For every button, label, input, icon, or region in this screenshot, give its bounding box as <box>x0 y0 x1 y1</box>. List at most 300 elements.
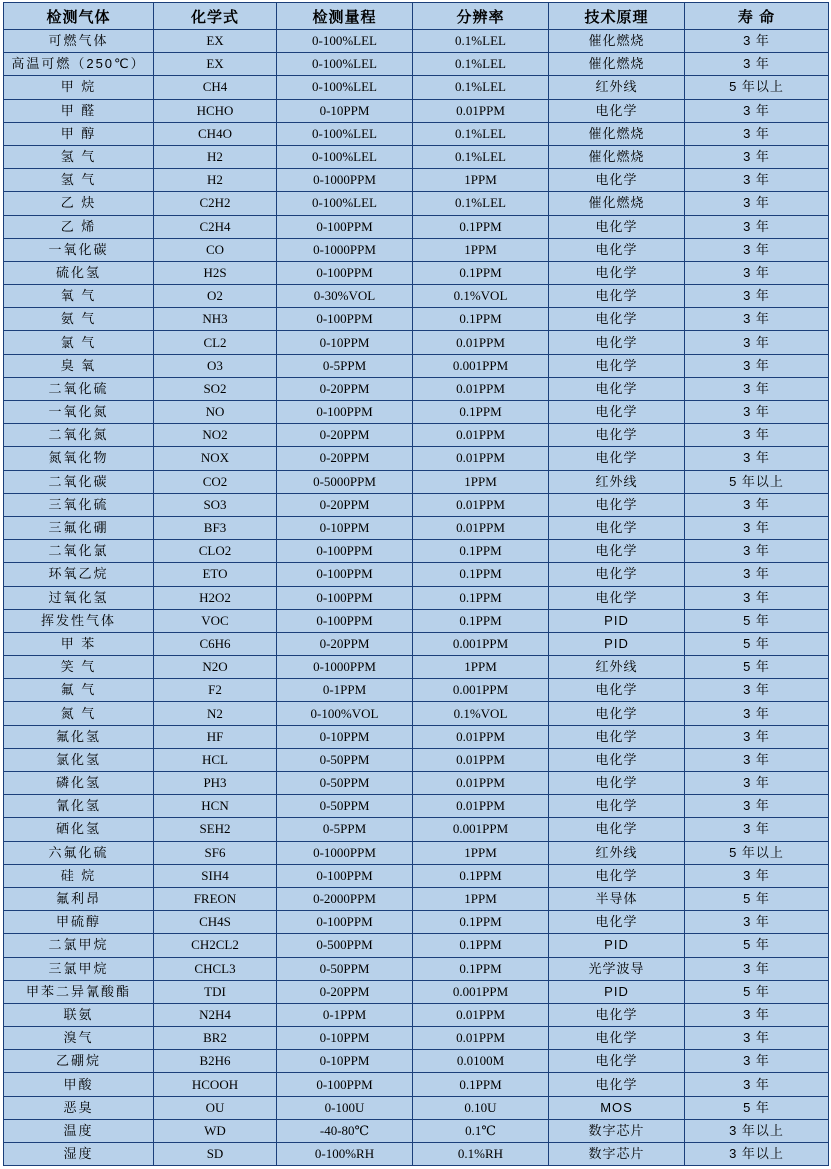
cell-principle: 红外线 <box>549 841 685 864</box>
cell-life: 3 年 <box>685 1073 829 1096</box>
table-row <box>4 1073 829 1096</box>
cell-gas-name: 可燃气体 <box>4 30 154 53</box>
cell-formula: N2H4 <box>154 1003 277 1026</box>
cell-gas-name: 乙硼烷 <box>4 1050 154 1073</box>
cell-formula: SO2 <box>154 377 277 400</box>
cell-gas-name: 磷化氢 <box>4 772 154 795</box>
cell-resolution: 0.1%LEL <box>413 122 549 145</box>
cell-gas-name: 硅 烷 <box>4 864 154 887</box>
column-header-principle: 技术原理 <box>549 3 685 30</box>
cell-life: 3 年 <box>685 493 829 516</box>
table-row <box>4 1119 829 1142</box>
cell-range: 0-100PPM <box>277 261 413 284</box>
table-row <box>4 702 829 725</box>
cell-range: 0-100PPM <box>277 609 413 632</box>
cell-gas-name: 乙 烯 <box>4 215 154 238</box>
table-header <box>4 3 829 30</box>
cell-gas-name: 二氧化硫 <box>4 377 154 400</box>
cell-gas-name: 甲 醇 <box>4 122 154 145</box>
cell-formula: F2 <box>154 679 277 702</box>
cell-resolution: 0.1PPM <box>413 215 549 238</box>
cell-formula: PH3 <box>154 772 277 795</box>
cell-life: 3 年 <box>685 30 829 53</box>
cell-range: 0-100PPM <box>277 911 413 934</box>
table-row <box>4 238 829 261</box>
cell-life: 3 年 <box>685 424 829 447</box>
cell-resolution: 0.1PPM <box>413 563 549 586</box>
cell-range: 0-100%LEL <box>277 53 413 76</box>
table-row <box>4 1027 829 1050</box>
cell-gas-name: 环氧乙烷 <box>4 563 154 586</box>
cell-formula: H2S <box>154 261 277 284</box>
cell-range: 0-20PPM <box>277 377 413 400</box>
cell-formula: H2 <box>154 169 277 192</box>
cell-formula: C6H6 <box>154 632 277 655</box>
cell-resolution: 1PPM <box>413 656 549 679</box>
cell-gas-name: 氟化氢 <box>4 725 154 748</box>
cell-principle: 电化学 <box>549 1027 685 1050</box>
cell-life: 3 年 <box>685 377 829 400</box>
cell-range: 0-20PPM <box>277 493 413 516</box>
table-row <box>4 586 829 609</box>
cell-life: 5 年以上 <box>685 76 829 99</box>
cell-range: 0-20PPM <box>277 632 413 655</box>
cell-formula: C2H2 <box>154 192 277 215</box>
cell-range: 0-50PPM <box>277 772 413 795</box>
cell-principle: 电化学 <box>549 864 685 887</box>
cell-formula: FREON <box>154 887 277 910</box>
cell-range: -40-80℃ <box>277 1119 413 1142</box>
cell-range: 0-100U <box>277 1096 413 1119</box>
cell-principle: PID <box>549 632 685 655</box>
cell-gas-name: 甲硫醇 <box>4 911 154 934</box>
cell-range: 0-100PPM <box>277 401 413 424</box>
cell-gas-name: 二氧化氯 <box>4 540 154 563</box>
cell-gas-name: 挥发性气体 <box>4 609 154 632</box>
cell-formula: O2 <box>154 285 277 308</box>
cell-resolution: 0.1%LEL <box>413 76 549 99</box>
cell-principle: 电化学 <box>549 772 685 795</box>
cell-life: 3 年 <box>685 679 829 702</box>
cell-principle: 电化学 <box>549 586 685 609</box>
cell-formula: CO2 <box>154 470 277 493</box>
cell-principle: 电化学 <box>549 1003 685 1026</box>
cell-resolution: 0.1%VOL <box>413 702 549 725</box>
cell-life: 5 年 <box>685 934 829 957</box>
cell-formula: SIH4 <box>154 864 277 887</box>
table-row <box>4 122 829 145</box>
table-row <box>4 377 829 400</box>
cell-formula: NOX <box>154 447 277 470</box>
cell-resolution: 0.1℃ <box>413 1119 549 1142</box>
cell-range: 0-100PPM <box>277 563 413 586</box>
cell-gas-name: 氯 气 <box>4 331 154 354</box>
cell-life: 3 年 <box>685 145 829 168</box>
cell-range: 0-10PPM <box>277 331 413 354</box>
cell-resolution: 1PPM <box>413 887 549 910</box>
cell-range: 0-1000PPM <box>277 238 413 261</box>
cell-formula: ETO <box>154 563 277 586</box>
table-row <box>4 53 829 76</box>
cell-principle: 电化学 <box>549 238 685 261</box>
cell-life: 5 年以上 <box>685 470 829 493</box>
cell-gas-name: 恶臭 <box>4 1096 154 1119</box>
cell-gas-name: 氮氧化物 <box>4 447 154 470</box>
cell-range: 0-100%LEL <box>277 122 413 145</box>
cell-principle: 电化学 <box>549 516 685 539</box>
cell-life: 5 年以上 <box>685 841 829 864</box>
cell-life: 3 年 <box>685 864 829 887</box>
cell-principle: 电化学 <box>549 424 685 447</box>
cell-formula: C2H4 <box>154 215 277 238</box>
cell-resolution: 0.1PPM <box>413 401 549 424</box>
column-header-range: 检测量程 <box>277 3 413 30</box>
cell-life: 5 年 <box>685 632 829 655</box>
cell-life: 3 年 <box>685 401 829 424</box>
cell-gas-name: 氯化氢 <box>4 748 154 771</box>
cell-range: 0-100%LEL <box>277 145 413 168</box>
cell-resolution: 0.01PPM <box>413 331 549 354</box>
table-row <box>4 887 829 910</box>
cell-life: 3 年 <box>685 261 829 284</box>
cell-life: 5 年 <box>685 887 829 910</box>
table-row <box>4 1003 829 1026</box>
cell-resolution: 0.001PPM <box>413 354 549 377</box>
cell-range: 0-100%LEL <box>277 192 413 215</box>
table-row <box>4 934 829 957</box>
table-row <box>4 725 829 748</box>
cell-principle: 电化学 <box>549 540 685 563</box>
cell-formula: OU <box>154 1096 277 1119</box>
cell-range: 0-100PPM <box>277 215 413 238</box>
cell-gas-name: 温度 <box>4 1119 154 1142</box>
cell-resolution: 0.01PPM <box>413 795 549 818</box>
cell-resolution: 0.01PPM <box>413 725 549 748</box>
cell-life: 3 年 <box>685 1027 829 1050</box>
table-row <box>4 980 829 1003</box>
cell-life: 3 年以上 <box>685 1119 829 1142</box>
cell-gas-name: 二氯甲烷 <box>4 934 154 957</box>
cell-gas-name: 臭 氧 <box>4 354 154 377</box>
cell-principle: 电化学 <box>549 401 685 424</box>
cell-range: 0-5PPM <box>277 818 413 841</box>
cell-resolution: 0.1%LEL <box>413 30 549 53</box>
table-row <box>4 841 829 864</box>
table-row <box>4 563 829 586</box>
gas-spec-table <box>3 2 829 1166</box>
cell-life: 3 年 <box>685 99 829 122</box>
cell-range: 0-100PPM <box>277 1073 413 1096</box>
cell-resolution: 0.1PPM <box>413 934 549 957</box>
cell-gas-name: 甲酸 <box>4 1073 154 1096</box>
cell-resolution: 0.01PPM <box>413 772 549 795</box>
cell-principle: 电化学 <box>549 377 685 400</box>
cell-life: 3 年 <box>685 308 829 331</box>
cell-resolution: 0.0100M <box>413 1050 549 1073</box>
cell-formula: SD <box>154 1143 277 1166</box>
cell-formula: N2O <box>154 656 277 679</box>
cell-principle: 红外线 <box>549 470 685 493</box>
cell-gas-name: 硫化氢 <box>4 261 154 284</box>
cell-resolution: 0.1PPM <box>413 261 549 284</box>
cell-resolution: 0.001PPM <box>413 679 549 702</box>
cell-range: 0-100%VOL <box>277 702 413 725</box>
cell-formula: B2H6 <box>154 1050 277 1073</box>
cell-life: 3 年 <box>685 702 829 725</box>
cell-range: 0-1PPM <box>277 679 413 702</box>
cell-formula: CH4S <box>154 911 277 934</box>
cell-principle: 电化学 <box>549 563 685 586</box>
cell-resolution: 0.01PPM <box>413 424 549 447</box>
cell-resolution: 0.01PPM <box>413 447 549 470</box>
cell-life: 3 年 <box>685 169 829 192</box>
table-row <box>4 354 829 377</box>
cell-life: 3 年 <box>685 957 829 980</box>
table-row <box>4 609 829 632</box>
cell-range: 0-100PPM <box>277 540 413 563</box>
cell-principle: 光学波导 <box>549 957 685 980</box>
cell-formula: H2 <box>154 145 277 168</box>
column-header-resolution: 分辨率 <box>413 3 549 30</box>
table-row <box>4 911 829 934</box>
cell-formula: SO3 <box>154 493 277 516</box>
cell-formula: CH4O <box>154 122 277 145</box>
cell-principle: 催化燃烧 <box>549 122 685 145</box>
cell-range: 0-100PPM <box>277 864 413 887</box>
table-row <box>4 516 829 539</box>
cell-principle: 电化学 <box>549 261 685 284</box>
cell-resolution: 0.1PPM <box>413 957 549 980</box>
cell-formula: CHCL3 <box>154 957 277 980</box>
cell-formula: EX <box>154 53 277 76</box>
table-row <box>4 145 829 168</box>
cell-life: 3 年 <box>685 540 829 563</box>
cell-resolution: 0.01PPM <box>413 1003 549 1026</box>
cell-gas-name: 联氨 <box>4 1003 154 1026</box>
cell-range: 0-5000PPM <box>277 470 413 493</box>
cell-formula: CH4 <box>154 76 277 99</box>
cell-principle: 电化学 <box>549 911 685 934</box>
cell-life: 3 年 <box>685 516 829 539</box>
table-row <box>4 447 829 470</box>
cell-principle: 红外线 <box>549 76 685 99</box>
cell-formula: NH3 <box>154 308 277 331</box>
table-row <box>4 99 829 122</box>
cell-gas-name: 氰化氢 <box>4 795 154 818</box>
cell-formula: HCOOH <box>154 1073 277 1096</box>
cell-range: 0-100PPM <box>277 308 413 331</box>
cell-life: 3 年 <box>685 818 829 841</box>
cell-range: 0-100%LEL <box>277 76 413 99</box>
column-header-formula: 化学式 <box>154 3 277 30</box>
cell-life: 3 年 <box>685 725 829 748</box>
cell-gas-name: 氨 气 <box>4 308 154 331</box>
cell-resolution: 1PPM <box>413 169 549 192</box>
cell-principle: 半导体 <box>549 887 685 910</box>
cell-resolution: 0.1%LEL <box>413 53 549 76</box>
cell-range: 0-1000PPM <box>277 169 413 192</box>
cell-resolution: 0.001PPM <box>413 632 549 655</box>
cell-range: 0-10PPM <box>277 725 413 748</box>
cell-gas-name: 过氧化氢 <box>4 586 154 609</box>
cell-resolution: 0.01PPM <box>413 377 549 400</box>
table-row <box>4 1050 829 1073</box>
cell-range: 0-30%VOL <box>277 285 413 308</box>
cell-principle: 数字芯片 <box>549 1119 685 1142</box>
table-row <box>4 772 829 795</box>
cell-life: 3 年 <box>685 215 829 238</box>
cell-gas-name: 一氧化氮 <box>4 401 154 424</box>
cell-gas-name: 甲 醛 <box>4 99 154 122</box>
table-row <box>4 261 829 284</box>
cell-principle: 催化燃烧 <box>549 30 685 53</box>
cell-gas-name: 氢 气 <box>4 145 154 168</box>
table-row <box>4 30 829 53</box>
cell-life: 3 年 <box>685 122 829 145</box>
table-row <box>4 540 829 563</box>
table-row <box>4 169 829 192</box>
table-header-row <box>4 3 829 30</box>
cell-formula: O3 <box>154 354 277 377</box>
table-row <box>4 748 829 771</box>
cell-range: 0-500PPM <box>277 934 413 957</box>
cell-gas-name: 三氯甲烷 <box>4 957 154 980</box>
cell-formula: CH2CL2 <box>154 934 277 957</box>
cell-life: 3 年 <box>685 911 829 934</box>
cell-range: 0-20PPM <box>277 980 413 1003</box>
table-row <box>4 1096 829 1119</box>
cell-range: 0-10PPM <box>277 1050 413 1073</box>
cell-resolution: 0.001PPM <box>413 818 549 841</box>
cell-principle: 电化学 <box>549 447 685 470</box>
cell-resolution: 0.001PPM <box>413 980 549 1003</box>
cell-life: 3 年以上 <box>685 1143 829 1166</box>
cell-formula: SF6 <box>154 841 277 864</box>
cell-resolution: 0.01PPM <box>413 516 549 539</box>
cell-principle: 催化燃烧 <box>549 53 685 76</box>
cell-principle: 电化学 <box>549 285 685 308</box>
cell-formula: WD <box>154 1119 277 1142</box>
cell-range: 0-20PPM <box>277 424 413 447</box>
cell-principle: 电化学 <box>549 308 685 331</box>
cell-life: 3 年 <box>685 285 829 308</box>
cell-principle: 电化学 <box>549 99 685 122</box>
cell-range: 0-10PPM <box>277 1027 413 1050</box>
table-row <box>4 957 829 980</box>
cell-gas-name: 二氧化碳 <box>4 470 154 493</box>
cell-resolution: 0.01PPM <box>413 1027 549 1050</box>
cell-range: 0-1000PPM <box>277 841 413 864</box>
cell-resolution: 0.1%LEL <box>413 145 549 168</box>
cell-gas-name: 三氧化硫 <box>4 493 154 516</box>
cell-range: 0-2000PPM <box>277 887 413 910</box>
cell-resolution: 1PPM <box>413 470 549 493</box>
cell-resolution: 0.01PPM <box>413 99 549 122</box>
cell-formula: CLO2 <box>154 540 277 563</box>
cell-range: 0-50PPM <box>277 957 413 980</box>
cell-principle: 电化学 <box>549 1073 685 1096</box>
table-row <box>4 308 829 331</box>
cell-life: 5 年 <box>685 1096 829 1119</box>
cell-formula: HCHO <box>154 99 277 122</box>
cell-life: 5 年 <box>685 980 829 1003</box>
cell-gas-name: 溴气 <box>4 1027 154 1050</box>
cell-range: 0-100%LEL <box>277 30 413 53</box>
cell-life: 3 年 <box>685 772 829 795</box>
cell-principle: 电化学 <box>549 354 685 377</box>
cell-life: 3 年 <box>685 331 829 354</box>
cell-range: 0-1PPM <box>277 1003 413 1026</box>
cell-gas-name: 六氟化硫 <box>4 841 154 864</box>
cell-formula: TDI <box>154 980 277 1003</box>
cell-formula: NO2 <box>154 424 277 447</box>
column-header-gas: 检测气体 <box>4 3 154 30</box>
table-row <box>4 864 829 887</box>
cell-principle: 电化学 <box>549 215 685 238</box>
table-row <box>4 470 829 493</box>
cell-range: 0-100%RH <box>277 1143 413 1166</box>
cell-principle: PID <box>549 934 685 957</box>
cell-life: 3 年 <box>685 354 829 377</box>
cell-formula: HCN <box>154 795 277 818</box>
cell-principle: 催化燃烧 <box>549 145 685 168</box>
cell-gas-name: 氢 气 <box>4 169 154 192</box>
cell-resolution: 0.1PPM <box>413 308 549 331</box>
cell-resolution: 0.1PPM <box>413 864 549 887</box>
cell-formula: N2 <box>154 702 277 725</box>
cell-principle: 电化学 <box>549 169 685 192</box>
table-row <box>4 331 829 354</box>
cell-gas-name: 甲 苯 <box>4 632 154 655</box>
cell-resolution: 0.1%RH <box>413 1143 549 1166</box>
cell-gas-name: 氮 气 <box>4 702 154 725</box>
cell-life: 3 年 <box>685 563 829 586</box>
cell-range: 0-100PPM <box>277 586 413 609</box>
cell-resolution: 0.01PPM <box>413 493 549 516</box>
cell-formula: VOC <box>154 609 277 632</box>
column-header-life: 寿 命 <box>685 3 829 30</box>
cell-life: 3 年 <box>685 795 829 818</box>
cell-gas-name: 甲 烷 <box>4 76 154 99</box>
cell-gas-name: 一氧化碳 <box>4 238 154 261</box>
table-row <box>4 493 829 516</box>
cell-principle: 红外线 <box>549 656 685 679</box>
cell-range: 0-10PPM <box>277 99 413 122</box>
cell-range: 0-5PPM <box>277 354 413 377</box>
cell-principle: PID <box>549 980 685 1003</box>
cell-gas-name: 氧 气 <box>4 285 154 308</box>
cell-resolution: 0.1PPM <box>413 911 549 934</box>
cell-gas-name: 氟利昂 <box>4 887 154 910</box>
cell-range: 0-10PPM <box>277 516 413 539</box>
cell-life: 5 年 <box>685 609 829 632</box>
cell-principle: MOS <box>549 1096 685 1119</box>
cell-formula: HF <box>154 725 277 748</box>
cell-principle: 电化学 <box>549 493 685 516</box>
cell-resolution: 0.1PPM <box>413 1073 549 1096</box>
cell-resolution: 0.1PPM <box>413 609 549 632</box>
cell-formula: CO <box>154 238 277 261</box>
cell-formula: H2O2 <box>154 586 277 609</box>
cell-formula: NO <box>154 401 277 424</box>
cell-principle: 数字芯片 <box>549 1143 685 1166</box>
cell-principle: 电化学 <box>549 679 685 702</box>
cell-life: 3 年 <box>685 586 829 609</box>
table-row <box>4 424 829 447</box>
cell-life: 3 年 <box>685 1050 829 1073</box>
cell-principle: 电化学 <box>549 331 685 354</box>
cell-gas-name: 二氧化氮 <box>4 424 154 447</box>
